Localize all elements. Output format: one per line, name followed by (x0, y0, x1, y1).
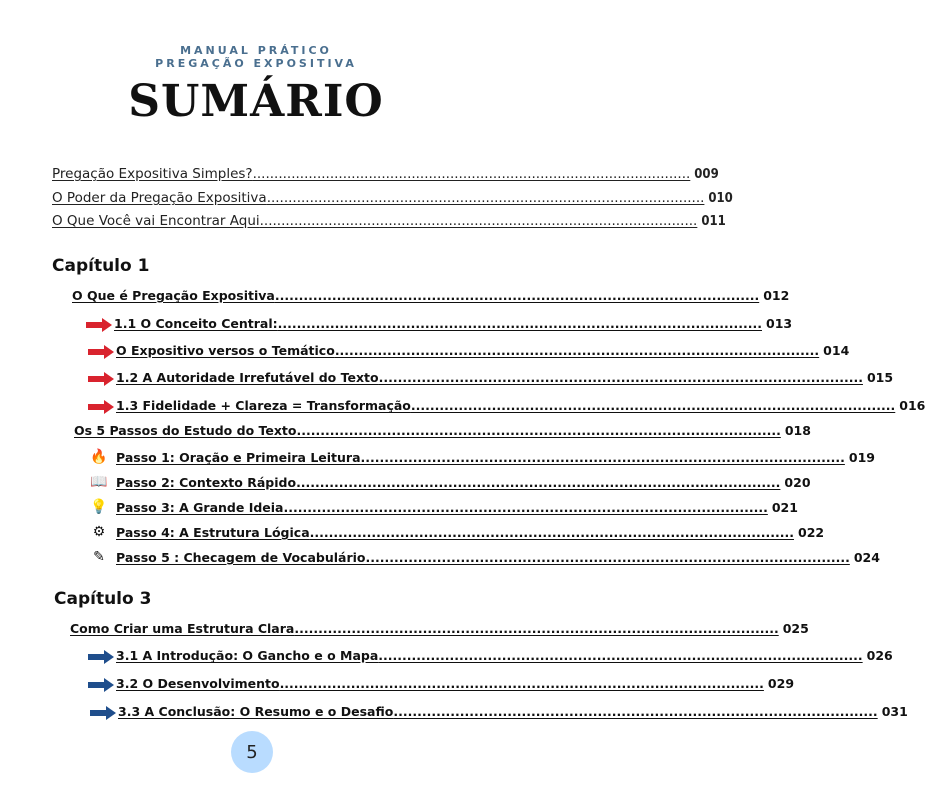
toc-entry-passo-3[interactable] (116, 500, 798, 515)
toc-entry-passo-5[interactable] (116, 550, 880, 565)
leader-dots: ...................................................................................................... (360, 450, 845, 465)
toc-entry-label: O Expositivo versos o Temático (116, 343, 335, 358)
red-arrow-icon (86, 318, 112, 332)
leader-dots: ...................................................................................................... (252, 166, 691, 182)
page-title: SUMÁRIO (128, 76, 384, 127)
toc-entry-1-1[interactable] (114, 316, 793, 331)
leader-dots: ...................................................................................................... (279, 676, 764, 691)
toc-entry-label: 1.3 Fidelidade + Clareza = Transformação (116, 398, 411, 413)
toc-entry-intro-1[interactable] (52, 166, 719, 182)
toc-entry-label: O Que é Pregação Expositiva (72, 288, 275, 303)
leader-dots: ...................................................................................................... (378, 648, 863, 663)
toc-entry-label: 1.1 O Conceito Central: (114, 316, 278, 331)
toc-entry-3-3[interactable] (118, 704, 908, 719)
toc-entry-expositivo-tematico[interactable] (116, 343, 850, 358)
leader-dots: ...................................................................................................... (277, 316, 762, 331)
manual-subtitle-line1: MANUAL PRÁTICO (180, 44, 332, 57)
toc-entry-5-passos[interactable] (74, 423, 811, 438)
blue-arrow-icon (88, 678, 114, 692)
pencil-icon: ✎ (93, 548, 105, 564)
toc-entry-label: Passo 2: Contexto Rápido (116, 475, 297, 490)
toc-page-number: 015 (866, 370, 894, 385)
toc-entry-passo-2[interactable] (116, 475, 811, 490)
toc-page-number: 019 (848, 450, 875, 465)
toc-entry-1-2[interactable] (116, 370, 894, 385)
toc-entry-label: Os 5 Passos do Estudo do Texto (74, 423, 297, 438)
toc-page-number: 029 (767, 676, 795, 691)
leader-dots: ...................................................................................................... (410, 398, 896, 413)
toc-entry-label: Como Criar uma Estrutura Clara (70, 621, 295, 636)
toc-page-number: 020 (784, 475, 811, 490)
toc-entry-label: O Poder da Pregação Expositiva (52, 190, 267, 206)
toc-entry-label: Passo 1: Oração e Primeira Leitura (116, 450, 361, 465)
chapter-3-heading: Capítulo 3 (54, 589, 152, 609)
leader-dots: ...................................................................................................... (266, 190, 705, 206)
book-icon: 📖 (90, 473, 108, 489)
gear-icon: ⚙ (92, 523, 106, 539)
toc-page-number: 025 (782, 621, 809, 636)
toc-page-number: 012 (763, 288, 790, 303)
red-arrow-icon (88, 345, 114, 359)
toc-entry-intro-2[interactable] (52, 190, 733, 206)
toc-entry-label: 3.2 O Desenvolvimento (116, 676, 280, 691)
toc-page-number: 024 (853, 550, 880, 565)
page-number-badge (231, 731, 273, 773)
leader-dots: ...................................................................................................... (294, 621, 779, 636)
toc-entry-label: 3.3 A Conclusão: O Resumo e o Desafio (118, 704, 394, 719)
leader-dots: ...................................................................................................... (378, 370, 863, 385)
toc-entry-3-2[interactable] (116, 676, 795, 691)
toc-page-number: 016 (899, 398, 925, 413)
red-arrow-icon (88, 372, 114, 386)
toc-entry-label: Passo 3: A Grande Ideia (116, 500, 284, 515)
toc-entry-ch1-main[interactable] (72, 288, 790, 303)
leader-dots: ...................................................................................................... (296, 475, 781, 490)
blue-arrow-icon (88, 650, 114, 664)
toc-page-number: 013 (766, 316, 793, 331)
leader-dots: ...................................................................................................... (296, 423, 781, 438)
toc-entry-label: Pregação Expositiva Simples? (52, 166, 253, 182)
leader-dots: ...................................................................................................... (334, 343, 820, 358)
toc-page-number: 031 (881, 704, 908, 719)
toc-entry-intro-3[interactable] (52, 213, 726, 229)
toc-entry-label: 1.2 A Autoridade Irrefutável do Texto (116, 370, 379, 385)
leader-dots: ...................................................................................................... (274, 288, 760, 303)
blue-arrow-icon (90, 706, 116, 720)
toc-page-number: 022 (798, 525, 825, 540)
toc-page-number: 014 (823, 343, 850, 358)
leader-dots: ...................................................................................................... (309, 525, 794, 540)
toc-entry-passo-4[interactable] (116, 525, 825, 540)
red-arrow-icon (88, 400, 114, 414)
leader-dots: ...................................................................................................... (259, 213, 698, 229)
chapter-1-heading: Capítulo 1 (52, 256, 150, 276)
toc-page-number: 011 (701, 214, 726, 229)
leader-dots: ...................................................................................................... (393, 704, 878, 719)
toc-page-number: 010 (708, 191, 733, 206)
leader-dots: ...................................................................................................... (283, 500, 768, 515)
toc-entry-label: O Que Você vai Encontrar Aqui (52, 213, 260, 229)
toc-entry-label: 3.1 A Introdução: O Gancho e o Mapa (116, 648, 379, 663)
toc-page-number: 026 (866, 648, 893, 663)
toc-entry-label: Passo 4: A Estrutura Lógica (116, 525, 310, 540)
toc-entry-3-1[interactable] (116, 648, 893, 663)
toc-page-number: 021 (771, 500, 798, 515)
toc-page-number: 018 (784, 423, 811, 438)
leader-dots: ...................................................................................................... (365, 550, 850, 565)
toc-entry-ch3-main[interactable] (70, 621, 809, 636)
toc-entry-passo-1[interactable] (116, 450, 875, 465)
toc-entry-label: Passo 5 : Checagem de Vocabulário (116, 550, 366, 565)
toc-entry-1-3[interactable] (116, 398, 925, 413)
manual-subtitle-line2: PREGAÇÃO EXPOSITIVA (155, 57, 357, 70)
toc-page-number: 009 (694, 167, 719, 182)
page-number: 5 (246, 741, 258, 763)
fire-icon: 🔥 (90, 448, 108, 464)
lightbulb-icon: 💡 (90, 498, 108, 514)
